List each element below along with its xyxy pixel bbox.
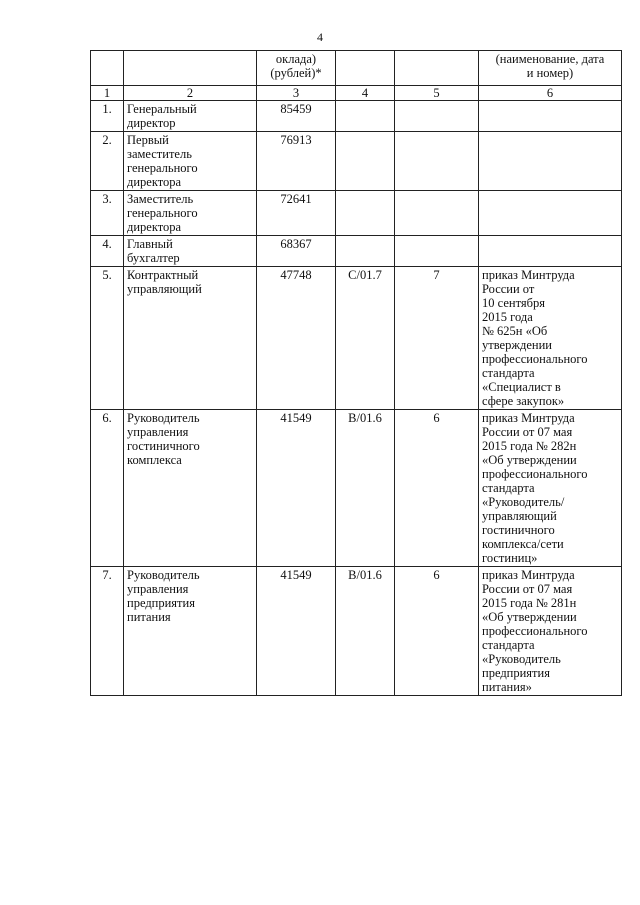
column-number: 5 [395,86,479,101]
function-code [336,101,395,132]
standard-reference: приказ Минтруда России от 07 мая 2015 года № 281н «Об утверждении профессионального стандарта «Руководитель предприятия питания» [479,567,622,696]
table-row [91,567,622,696]
header-cell [336,51,395,86]
position-title: Главный бухгалтер [124,236,257,267]
column-number: 2 [124,86,257,101]
qualification-level [395,132,479,191]
table-row [91,267,622,410]
salary-value: 41549 [257,410,336,567]
row-number: 5. [91,267,124,410]
qualification-level: 7 [395,267,479,410]
salary-value: 72641 [257,191,336,236]
position-title: Генеральный директор [124,101,257,132]
qualification-level [395,101,479,132]
qualification-level [395,191,479,236]
header-cell [395,51,479,86]
row-number: 7. [91,567,124,696]
standard-reference [479,191,622,236]
standard-reference [479,132,622,191]
table-row [91,191,622,236]
function-code [336,191,395,236]
row-number: 1. [91,101,124,132]
function-code: С/01.7 [336,267,395,410]
position-title: Заместитель генерального директора [124,191,257,236]
table-row [91,101,622,132]
table-row [91,236,622,267]
table-row [91,132,622,191]
column-number: 3 [257,86,336,101]
header-salary-cell: оклада) (рублей)* [257,51,336,86]
salary-value: 41549 [257,567,336,696]
salary-value: 85459 [257,101,336,132]
function-code: В/01.6 [336,567,395,696]
salary-value: 68367 [257,236,336,267]
header-cell [124,51,257,86]
page-number: 4 [317,30,323,44]
table-row [91,410,622,567]
function-code: В/01.6 [336,410,395,567]
standard-reference: приказ Минтруда России от 07 мая 2015 года № 282н «Об утверждении профессионального стандарта «Руководитель/ управляющий гостиничного комплекса/сети гостиниц» [479,410,622,567]
column-number-row [91,86,622,101]
column-number: 6 [479,86,622,101]
table-header-continuation [91,51,622,86]
header-cell [91,51,124,86]
row-number: 3. [91,191,124,236]
salary-value: 76913 [257,132,336,191]
qualification-level [395,236,479,267]
position-title: Руководитель управления предприятия питания [124,567,257,696]
row-number: 2. [91,132,124,191]
standard-reference [479,236,622,267]
standard-reference [479,101,622,132]
position-title: Первый заместитель генерального директора [124,132,257,191]
function-code [336,132,395,191]
standard-reference: приказ Минтруда России от 10 сентября 2015 года № 625н «Об утверждении профессионального стандарта «Специалист в сфере закупок» [479,267,622,410]
qualification-level: 6 [395,410,479,567]
row-number: 4. [91,236,124,267]
function-code [336,236,395,267]
salary-value: 47748 [257,267,336,410]
row-number: 6. [91,410,124,567]
position-title: Контрактный управляющий [124,267,257,410]
header-document-cell: (наименование, дата и номер) [479,51,622,86]
qualification-level: 6 [395,567,479,696]
column-number: 1 [91,86,124,101]
column-number: 4 [336,86,395,101]
position-title: Руководитель управления гостиничного комплекса [124,410,257,567]
salary-table [90,50,622,696]
